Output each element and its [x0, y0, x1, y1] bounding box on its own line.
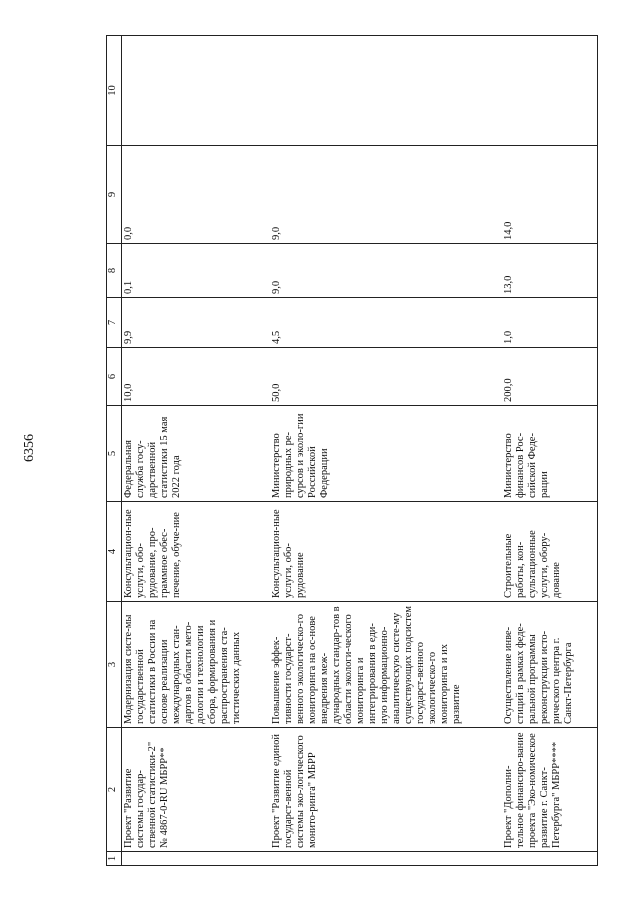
- column-header-9: 9: [107, 146, 122, 244]
- empty-cell: [122, 852, 270, 866]
- table-row: [122, 36, 270, 866]
- project-cell: Проект "Дополни-тельное финансиро-вание проекта "Эко-номическое развитие г. Санкт-Петербурга" МБРР****: [502, 728, 598, 852]
- table-row: [270, 36, 502, 866]
- column-header-2: 2: [107, 728, 122, 852]
- column-header-3: 3: [107, 602, 122, 728]
- value-cell-8: 13,0: [502, 244, 598, 298]
- column-header-5: 5: [107, 406, 122, 502]
- goal-cell: Повышение эффек-тивности государст-венного экологическо-го мониторинга на ос-нове внедрения меж-дународных стандар-тов в области экологи-ческого мониторинга и интегрирования в еди-ную информационно-аналитическую систе-му существующих подсистем государст-венного экологическо-го мониторинга и их развитие: [270, 602, 502, 728]
- column-header-1: 1: [107, 852, 122, 866]
- value-cell-10: [270, 36, 502, 146]
- value-cell-10: [502, 36, 598, 146]
- column-header-4: 4: [107, 502, 122, 602]
- services-cell: Консультацион-ные услуги, обо-рудование, про-граммное обес-печение, обуче-ние: [122, 502, 270, 602]
- services-cell: Строительные работы, кон-сультационные услуги, обору-дование: [502, 502, 598, 602]
- value-cell-6: 50,0: [270, 348, 502, 406]
- project-table: [106, 35, 598, 866]
- column-header-7: 7: [107, 298, 122, 348]
- project-cell: Проект "Развитие единой государст-венной системы эко-логического монито-ринга" МБРР: [270, 728, 502, 852]
- value-cell-9: 0,0: [122, 146, 270, 244]
- value-cell-9: 9,0: [270, 146, 502, 244]
- column-header-10: 10: [107, 36, 122, 146]
- agency-cell: Федеральная служба госу-дарственной статистики 15 мая 2022 года: [122, 406, 270, 502]
- agency-cell: Министерство финансов Рос-сийской Феде-рации: [502, 406, 598, 502]
- value-cell-7: 9,9: [122, 298, 270, 348]
- value-cell-10: [122, 36, 270, 146]
- table-row: [502, 36, 598, 866]
- empty-cell: [502, 852, 598, 866]
- goal-cell: Модернизация систе-мы государственной статистики в России на основе реализации международных стан-дартов в области мето-дологии и технологии сбора, формирования и распространения ста-тистических данных: [122, 602, 270, 728]
- value-cell-8: 0,1: [122, 244, 270, 298]
- page-number: 6356: [22, 434, 37, 462]
- agency-cell: Министерство природных ре-сурсов и эколо-гии Российской Федерации: [270, 406, 502, 502]
- goal-cell: Осуществление инве-стиций в рамках феде-ральной программы реконструкции исто-рического центра г. Санкт-Петербурга: [502, 602, 598, 728]
- column-header-8: 8: [107, 244, 122, 298]
- empty-cell: [270, 852, 502, 866]
- value-cell-6: 200,0: [502, 348, 598, 406]
- project-cell: Проект "Развитие системы государ-ственной статистики-2" № 4867-0-RU МБРР**: [122, 728, 270, 852]
- services-cell: Консультацион-ные услуги, обо-рудование: [270, 502, 502, 602]
- header-row: [107, 36, 122, 866]
- value-cell-8: 9,0: [270, 244, 502, 298]
- column-header-6: 6: [107, 348, 122, 406]
- value-cell-7: 1,0: [502, 298, 598, 348]
- rotated-table-block: [106, 36, 626, 866]
- value-cell-7: 4,5: [270, 298, 502, 348]
- value-cell-9: 14,0: [502, 146, 598, 244]
- value-cell-6: 10,0: [122, 348, 270, 406]
